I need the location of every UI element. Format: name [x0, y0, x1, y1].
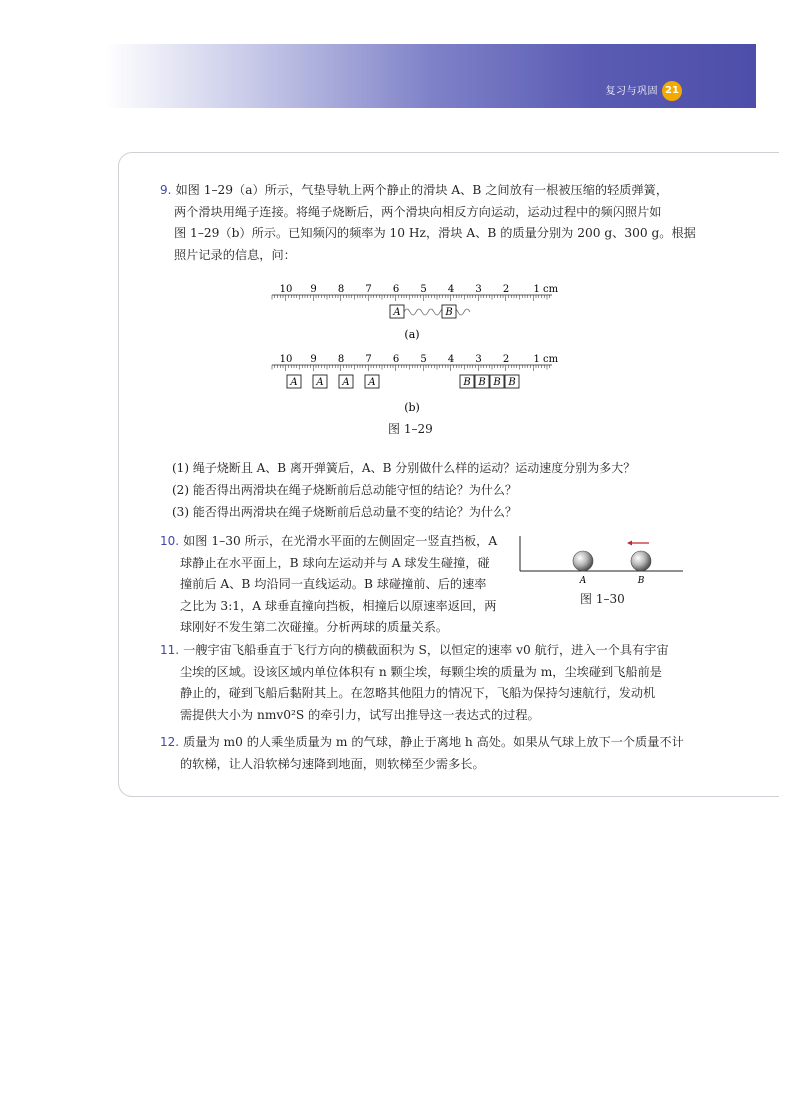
svg-text:B: B — [478, 377, 486, 388]
header-title: 复习与巩固 — [605, 86, 658, 97]
ruler-tick-label: 1 cm — [533, 284, 559, 295]
block-b-label: B — [445, 307, 453, 318]
q9-part-3: (3) 能否得出两滑块在绳子烧断前后总动量不变的结论？为什么？ — [172, 505, 517, 519]
q9-line-1: 如图 1–29（a）所示，气垫导轨上两个静止的滑块 A、B 之间放有一根被压缩的轻质弹簧， — [175, 183, 669, 197]
ruler-tick-label: 10 — [279, 284, 293, 295]
ruler-tick-label: 6 — [392, 284, 400, 295]
ruler-tick-label: 5 — [420, 354, 427, 365]
sub-figure-a-label: (a) — [404, 328, 420, 341]
ruler-b — [272, 354, 559, 371]
q9-line-4: 照片记录的信息，问： — [174, 247, 296, 262]
ruler-tick-label: 1 cm — [533, 354, 559, 365]
question-number: 10. — [160, 534, 180, 548]
ruler-tick-label: 2 — [502, 284, 510, 295]
svg-text:A: A — [368, 377, 376, 388]
question-10 — [160, 531, 510, 639]
svg-text:A: A — [290, 377, 298, 388]
ruler-tick-label: 3 — [475, 284, 482, 295]
question-12 — [160, 732, 685, 775]
ball-b — [631, 551, 651, 571]
q9-part-2: (2) 能否得出两滑块在绳子烧断前后总动能守恒的结论？为什么？ — [172, 483, 517, 497]
question-9 — [160, 180, 696, 266]
q11-line-4: 需提供大小为 nmv0²S 的牵引力，试写出推导这一表达式的过程。 — [180, 707, 540, 722]
header-band — [105, 44, 756, 108]
ruler-tick-label: 9 — [310, 284, 317, 295]
figure-1-30 — [515, 536, 685, 596]
ruler-tick-label: 7 — [365, 284, 372, 295]
spring — [404, 309, 470, 315]
q9-part-1: (1) 绳子烧断且 A、B 离开弹簧后，A、B 分别做什么样的运动？运动速度分别为多大？ — [172, 461, 636, 475]
figure-1-30-caption: 图 1–30 — [580, 592, 625, 606]
question-11 — [160, 640, 685, 726]
q9-line-2: 两个滑块用绳子连接。将绳子烧断后，两个滑块向相反方向运动，运动过程中的频闪照片如 — [174, 204, 662, 219]
ruler-tick-label: 2 — [502, 354, 510, 365]
question-number: 11. — [160, 643, 180, 657]
ruler-tick-label: 6 — [392, 354, 400, 365]
ball-b-label: B — [637, 576, 645, 586]
q10-line-5: 球刚好不发生第二次碰撞。分析两球的质量关系。 — [180, 620, 449, 635]
q10-line-4: 之比为 3:1，A 球垂直撞向挡板，相撞后以原速率返回，两 — [180, 598, 497, 613]
ball-a — [573, 551, 593, 571]
svg-text:A: A — [316, 377, 324, 388]
ruler-tick-label: 3 — [475, 354, 482, 365]
ruler-tick-label: 5 — [420, 284, 427, 295]
ruler-tick-label: 10 — [279, 354, 293, 365]
sub-figure-b-label: (b) — [404, 401, 420, 414]
svg-text:B: B — [463, 377, 471, 388]
ruler-a — [272, 284, 559, 301]
q11-line-2: 尘埃的区域。设该区域内单位体积有 n 颗尘埃，每颗尘埃的质量为 m，尘埃碰到飞船前是 — [180, 664, 662, 679]
ruler-tick-label: 4 — [447, 284, 455, 295]
q12-line-1: 质量为 m0 的人乘坐质量为 m 的气球，静止于离地 h 高处。如果从气球上放下一个质量不计 — [183, 735, 684, 749]
q10-line-1: 如图 1–30 所示，在光滑水平面的左侧固定一竖直挡板，A — [183, 534, 498, 548]
arrow-head-icon — [627, 541, 632, 546]
blocks-a-sequence — [287, 375, 379, 388]
q9-line-3: 图 1–29（b）所示。已知频闪的频率为 10 Hz，滑块 A、B 的质量分别为 200 g、300 g。根据 — [174, 226, 696, 241]
svg-text:A: A — [342, 377, 350, 388]
ruler-tick-label: 8 — [337, 354, 345, 365]
ruler-tick-label: 8 — [337, 284, 345, 295]
svg-text:B: B — [493, 377, 501, 388]
figure-1-29-caption: 图 1–29 — [388, 422, 433, 436]
q10-line-3: 撞前后 A、B 均沿同一直线运动。B 球碰撞前、后的速率 — [180, 577, 487, 592]
block-a-label: A — [393, 307, 401, 318]
figure-1-29 — [262, 278, 562, 418]
ruler-tick-label: 4 — [447, 354, 455, 365]
q12-line-2: 的软梯，让人沿软梯匀速降到地面，则软梯至少需多长。 — [180, 756, 485, 771]
question-number: 12. — [160, 735, 180, 749]
q11-line-3: 静止的，碰到飞船后黏附其上。在忽略其他阻力的情况下，飞船为保持匀速航行，发动机 — [180, 686, 656, 701]
ball-a-label: A — [579, 576, 587, 586]
q10-line-2: 球静止在水平面上，B 球向左运动并与 A 球发生碰撞，碰 — [180, 555, 490, 570]
q11-line-1: 一艘宇宙飞船垂直于飞行方向的横截面积为 S，以恒定的速率 v0 航行，进入一个具有宇宙 — [183, 643, 669, 657]
page-number-badge: 21 — [662, 81, 682, 101]
question-number: 9. — [160, 183, 172, 197]
ruler-tick-label: 7 — [365, 354, 372, 365]
blocks-b-sequence — [460, 375, 519, 388]
ruler-tick-label: 9 — [310, 354, 317, 365]
svg-text:B: B — [508, 377, 516, 388]
